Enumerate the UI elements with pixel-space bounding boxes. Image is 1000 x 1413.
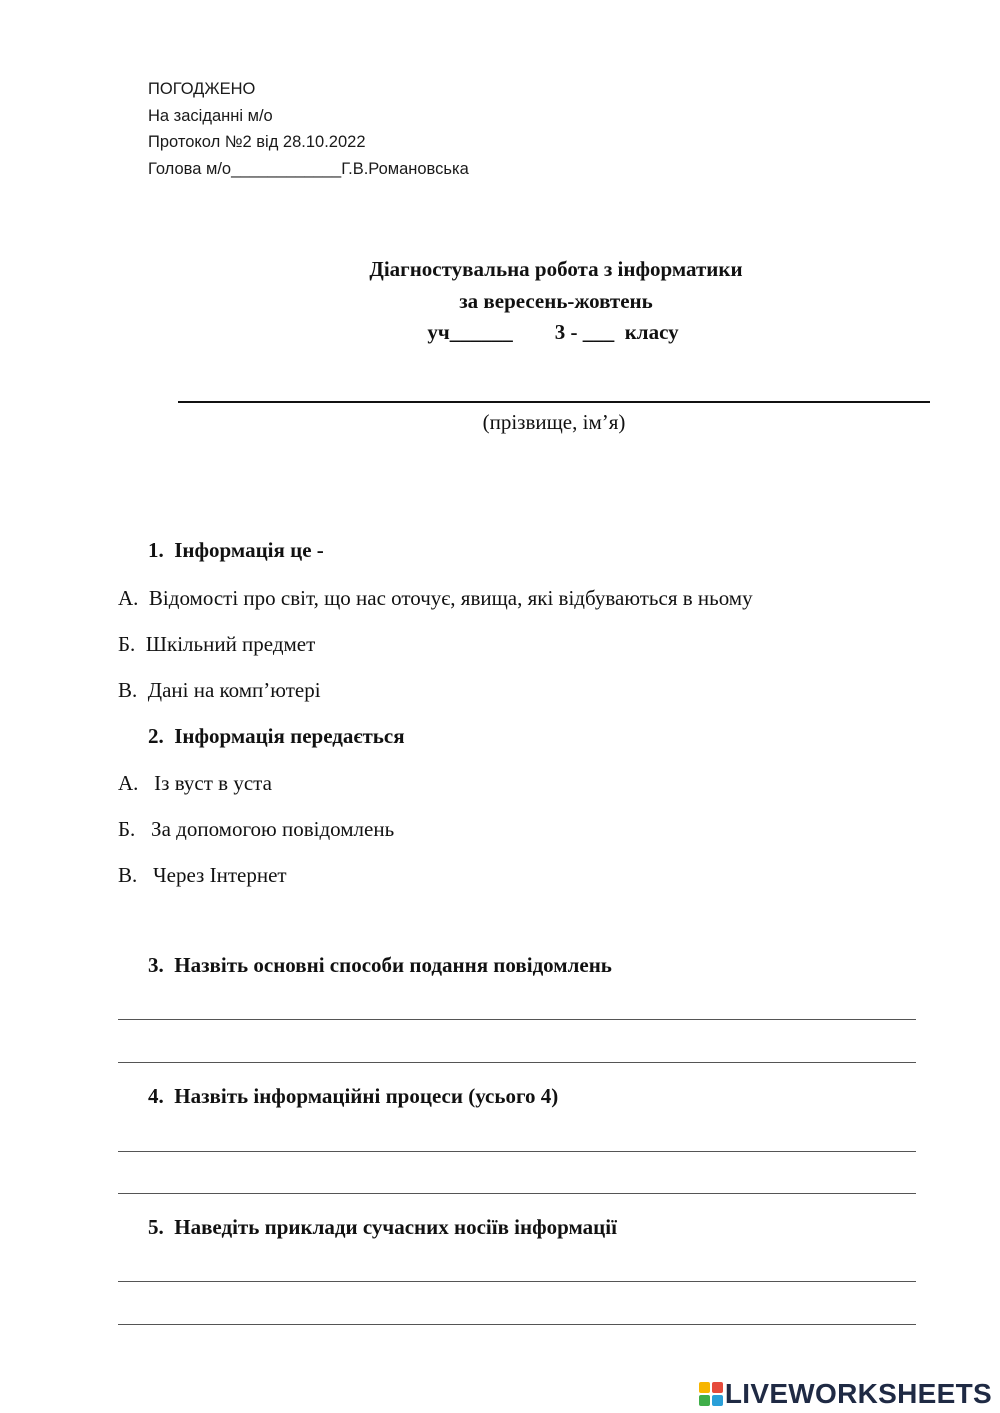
title-line-1: Діагностувальна робота з інформатики xyxy=(369,257,743,281)
question-1-option-b[interactable]: Б. Шкільний предмет xyxy=(118,632,316,656)
question-2-option-a[interactable]: А. Із вуст в уста xyxy=(118,771,272,795)
liveworksheets-logo xyxy=(699,1377,992,1411)
answer-line-5b[interactable] xyxy=(118,1324,916,1325)
question-1: 1. Інформація це - xyxy=(148,538,324,562)
document-title xyxy=(0,254,1000,349)
logo-square-4 xyxy=(712,1395,723,1406)
question-5: 5. Наведіть приклади сучасних носіїв інформації xyxy=(148,1215,617,1239)
approval-protocol: Протокол №2 від 28.10.2022 xyxy=(148,133,366,152)
approval-block xyxy=(148,76,469,182)
liveworksheets-logo-text: LIVEWORKSHEETS xyxy=(724,1378,992,1409)
logo-square-3 xyxy=(699,1395,710,1406)
answer-line-3b[interactable] xyxy=(118,1062,916,1063)
question-2: 2. Інформація передається xyxy=(148,724,405,748)
approval-head: Голова м/о____________Г.В.Романовська xyxy=(148,159,469,178)
question-1-option-a[interactable]: А. Відомості про світ, що нас оточує, явища, які відбуваються в ньому xyxy=(118,586,753,610)
question-4: 4. Назвіть інформаційні процеси (усього 4) xyxy=(148,1084,559,1108)
student-name-line[interactable] xyxy=(178,401,930,403)
title-line-3: уч______ 3 - ___ класу xyxy=(427,320,679,344)
liveworksheets-logo-icon xyxy=(699,1382,723,1406)
answer-line-3a[interactable] xyxy=(118,1019,916,1020)
answer-line-4b[interactable] xyxy=(118,1193,916,1194)
question-3: 3. Назвіть основні способи подання повідомлень xyxy=(148,953,612,977)
question-1-option-c[interactable]: В. Дані на комп’ютері xyxy=(118,678,321,702)
logo-square-2 xyxy=(712,1382,723,1393)
answer-line-5a[interactable] xyxy=(118,1281,916,1282)
approval-status: ПОГОДЖЕНО xyxy=(148,80,256,98)
approval-meeting: На засіданні м/о xyxy=(148,106,273,125)
title-line-2: за вересень-жовтень xyxy=(459,288,653,313)
student-name-caption: (прізвище, ім’я) xyxy=(482,410,626,434)
question-2-option-b[interactable]: Б. За допомогою повідомлень xyxy=(118,817,395,841)
question-2-option-c[interactable]: В. Через Інтернет xyxy=(118,863,287,887)
answer-line-4a[interactable] xyxy=(118,1151,916,1152)
logo-square-1 xyxy=(699,1382,710,1393)
